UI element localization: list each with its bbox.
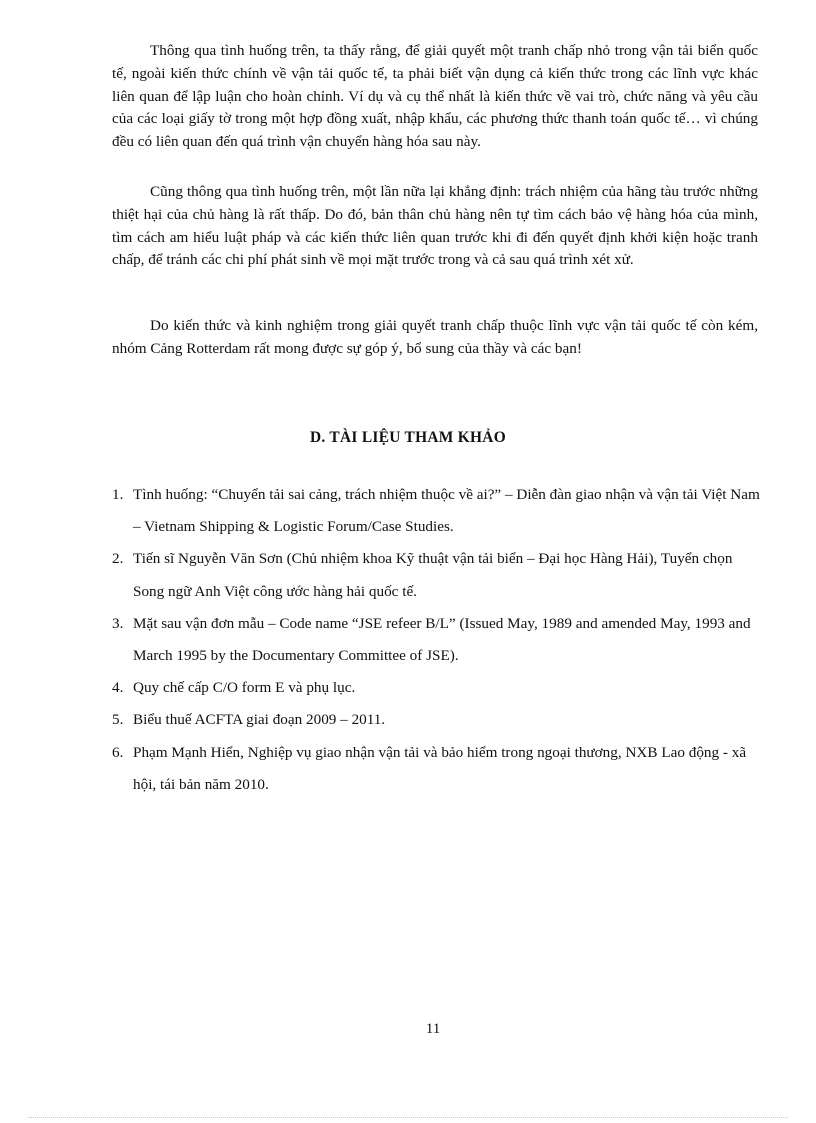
reference-item: [112, 479, 762, 543]
reference-text: Tình huống: “Chuyển tải sai cảng, trách nhiệm thuộc về ai?” – Diễn đàn giao nhận và vận tải Việt Nam – Vietnam Shipping & Logistic Forum/Case Studies.: [133, 486, 760, 536]
page-bottom-divider: [28, 1117, 788, 1118]
reference-item: [112, 543, 762, 607]
body-paragraph-2: Cũng thông qua tình huống trên, một lần nữa lại khẳng định: trách nhiệm của hãng tàu trước những thiệt hại của chủ hàng là rất thấp. Do đó, bản thân chủ hàng nên tự tìm cách bảo vệ hàng hóa của mình, tìm cách am hiểu luật pháp và các kiến thức liên quan trước khi đi đến quyết định khởi kiện hoặc tranh chấp, để tránh các chi phí phát sinh về mọi mặt trước trong và cả sau quá trình xét xử.: [112, 183, 758, 269]
reference-text: Quy chế cấp C/O form E và phụ lục.: [133, 679, 356, 697]
reference-text: Tiến sĩ Nguyễn Văn Sơn (Chủ nhiệm khoa Kỹ thuật vận tải biển – Đại học Hàng Hải), Tuyển chọn Song ngữ Anh Việt công ước hàng hải quốc tế.: [133, 550, 733, 600]
reference-number: 6.: [112, 743, 124, 761]
section-heading: D. TÀI LIỆU THAM KHẢO: [309, 429, 506, 446]
reference-number: 3.: [112, 614, 124, 632]
page-number: 11: [425, 1020, 441, 1037]
body-paragraph-3: Do kiến thức và kinh nghiệm trong giải quyết tranh chấp thuộc lĩnh vực vận tải quốc tế còn kém, nhóm Cảng Rotterdam rất mong được sự góp ý, bổ sung của thầy và các bạn!: [112, 317, 758, 357]
reference-item: [112, 704, 762, 736]
reference-item: [112, 737, 762, 801]
reference-item: [112, 672, 762, 704]
body-paragraph-1: Thông qua tình huống trên, ta thấy rằng, để giải quyết một tranh chấp nhỏ trong vận tải biển quốc tế, ngoài kiến thức chính về vận tải quốc tế, ta phải biết vận dụng cả kiến thức trong các lĩnh vực khác liên quan để lập luận cho hoàn chỉnh. Ví dụ và cụ thể nhất là kiến thức về vai trò, chức năng và yêu cầu của các loại giấy tờ trong một hợp đồng xuất, nhập khẩu, các phương thức thanh toán quốc tế… vì chúng đều có liên quan đến quá trình vận chuyển hàng hóa sau này.: [112, 42, 758, 151]
reference-item: [112, 608, 762, 672]
reference-number: 1.: [112, 486, 124, 503]
reference-list: [112, 479, 762, 801]
reference-text: Biểu thuế ACFTA giai đoạn 2009 – 2011.: [133, 711, 386, 729]
reference-text: Phạm Mạnh Hiển, Nghiệp vụ giao nhận vận tải và bảo hiểm trong ngoại thương, NXB Lao động - xã hội, tái bản năm 2010.: [133, 743, 747, 793]
reference-text: Mặt sau vận đơn mẫu – Code name “JSE refeer B/L” (Issued May, 1989 and amended May, 1993 and March 1995 by the Documentary Committee of JSE).: [133, 614, 751, 665]
reference-number: 5.: [112, 711, 124, 729]
reference-number: 2.: [112, 550, 124, 568]
reference-number: 4.: [112, 679, 124, 697]
